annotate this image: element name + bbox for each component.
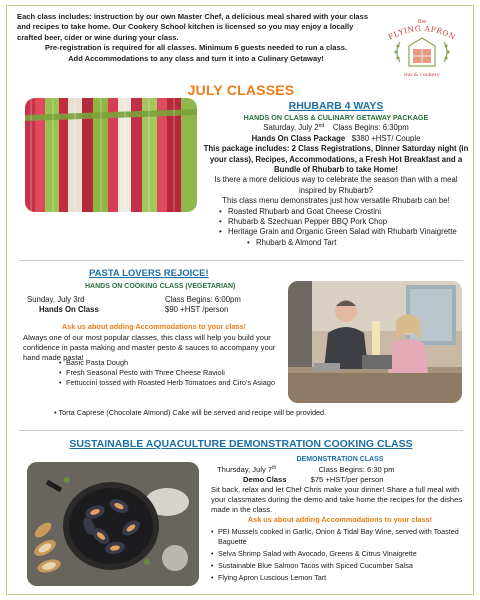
rhubarb-class	[203, 100, 469, 248]
pasta-date: Sunday, July 3rd	[27, 295, 85, 304]
list-item: • Torta Caprese (Chocolate Almond) Cake will be served and recipe will be provided.	[54, 408, 327, 417]
intro-registration: Pre-registration is required for all classes. Minimum 6 guests needed to run a class.	[44, 43, 348, 53]
list-item: • Sustainable Blue Salmon Tacos with Spiced Cucumber Salsa	[211, 561, 469, 571]
rhubarb-subtitle: HANDS ON CLASS & CULINARY GETAWAY PACKAGE	[243, 113, 429, 122]
pasta-price: $90 +HST /person	[165, 305, 229, 314]
aqua-price-row	[211, 475, 469, 485]
pasta-menu	[59, 358, 299, 388]
list-item: • PEI Mussels cooked in Garlic, Onion & Tidal Bay Wine, served with Toasted Baguette	[211, 527, 469, 547]
pasta-time: Class Begins: 6:00pm	[165, 295, 241, 304]
section-divider	[19, 260, 463, 261]
list-item: • Flying Apron Luscious Lemon Tart	[211, 573, 469, 583]
pasta-title: PASTA LOVERS REJOICE!	[89, 268, 209, 279]
intro-accommodations: Add Accommodations to any class and turn it into a Culinary Getaway!	[68, 53, 324, 63]
svg-text:the: the	[417, 19, 427, 25]
aqua-class	[211, 455, 469, 585]
rhubarb-package-label: Hands On Class Package	[251, 133, 346, 143]
mussel-photo	[27, 462, 199, 586]
list-item: • Roasted Rhubarb and Goat Cheese Crostini	[219, 207, 469, 217]
rhubarb-price-row	[203, 134, 469, 144]
pasta-accommodations: Ask us about adding Accommodations to your class!	[61, 322, 247, 331]
pasta-cake-text: Torta Caprese (Chocolate Almond) Cake will be served and recipe will be provided.	[58, 408, 327, 417]
list-item: • Heritage Grain and Organic Green Salad with Rhubarb Vinaigrette	[219, 227, 469, 237]
rhubarb-package-desc: This package includes: 2 Class Registrations, Dinner Saturday night (in your class), Recipes, Accommodations, a Fresh Hot Breakfast and a Bundle of Rhubarb to take Home!	[203, 144, 469, 175]
pasta-body	[23, 322, 285, 363]
pasta-label: Hands On Class	[39, 305, 99, 314]
aqua-price: $75 +HST/per person	[310, 475, 384, 484]
aqua-menu	[211, 527, 469, 583]
class-flyer	[6, 5, 474, 595]
aqua-desc: Sit back, relax and let Chef Chris make your dinner! Share a full meal with your classmates during the demo and take home the recipes for the dishes made in the class.	[211, 485, 463, 514]
aqua-time: Class Begins: 6:30 pm	[318, 465, 395, 474]
aqua-accommodations: Ask us about adding Accommodations to your class!	[247, 515, 433, 524]
pasta-desc: Always one of our most popular classes, this class will help you build your confidence in pasta making and master pesto & sauces to accompany your hand made pasta!	[23, 333, 276, 362]
rhubarb-title: RHUBARB 4 WAYS	[288, 100, 384, 112]
rhubarb-demo-line: This class menu demonstrates just how versatile Rhubarb can be!	[222, 196, 450, 206]
section-divider	[19, 430, 463, 431]
list-item: • Selva Shrimp Salad with Avocado, Greens & Citrus Vinaigrette	[211, 549, 469, 559]
aqua-date-suffix: th	[272, 465, 277, 471]
rhubarb-date: Saturday, July 2	[263, 123, 319, 133]
page-title: JULY CLASSES	[187, 82, 295, 98]
aqua-date-row	[211, 465, 469, 475]
rhubarb-date-suffix: nd	[318, 123, 325, 130]
svg-text:inn & cookery: inn & cookery	[404, 72, 440, 78]
list-item: • Fresh Seasonal Pesto with Three Cheese Ravioli	[59, 368, 299, 378]
list-item: • Rhubarb & Szechuan Pepper BBQ Pork Chop	[219, 217, 469, 227]
rhubarb-package-price: $380 +HST/ Couple	[351, 133, 421, 143]
chef-class-photo	[288, 281, 462, 403]
list-item: • Fettuccini tossed with Roasted Herb Tomatoes and Ciro's Asiago	[59, 378, 299, 388]
svg-text:FLYING APRON: FLYING APRON	[386, 23, 458, 42]
aqua-label: Demo Class	[243, 475, 287, 484]
rhubarb-menu	[219, 207, 469, 249]
rhubarb-photo	[25, 98, 197, 212]
rhubarb-time: Class Begins: 6:30pm	[332, 123, 409, 133]
rhubarb-question: Is there a more delicious way to celebrate the season than with a meal inspired by Rhubarb?	[214, 175, 458, 195]
aqua-subtitle: DEMONSTRATION CLASS	[296, 456, 384, 463]
rhubarb-date-row	[203, 123, 469, 133]
list-item: • Rhubarb & Almond Tart	[247, 238, 469, 248]
pasta-subtitle: HANDS ON COOKING CLASS (VEGETARIAN)	[85, 283, 236, 290]
intro-text	[17, 12, 375, 64]
flying-apron-logo	[380, 16, 464, 80]
pasta-menu-last	[47, 408, 467, 418]
intro-description: Each class includes: instruction by our own Master Chef, a delicious meal shared with your class and recipes to take home. Our Cookery School kitchen is licensed so you may enjoy a locally crafted beer, cider or wine during your class.	[17, 12, 369, 42]
aqua-title: SUSTAINABLE AQUACULTURE DEMONSTRATION COOKING CLASS	[69, 438, 413, 450]
list-item: • Basic Pasta Dough	[59, 358, 299, 368]
aqua-date: Thursday, July 7	[217, 465, 273, 474]
